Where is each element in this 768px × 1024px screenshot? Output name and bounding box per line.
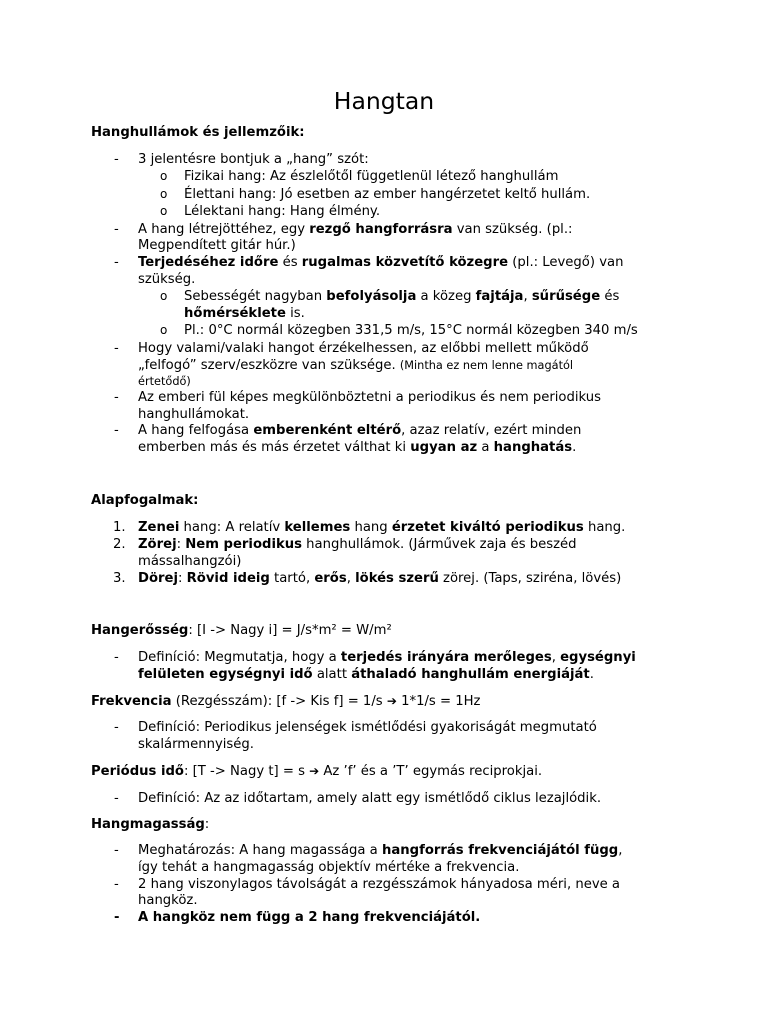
- bullet-text: 3 jelentésre bontjuk a „hang” szót:: [138, 152, 369, 167]
- definition-text: Definíció: Az az időtartam, amely alatt egy ismétlődő ciklus lezajlódik.: [138, 791, 602, 806]
- bullet-text: A hang felfogása emberenként eltérő, azaz relatív, ezért minden: [138, 423, 582, 438]
- definition-text-cont: skalármennyiség.: [138, 737, 254, 752]
- definition-text-bold: A hangköz nem függ a 2 hang frekvenciájától.: [138, 910, 481, 925]
- bullet-text: Terjedéséhez időre és rugalmas közvetítő közegre (pl.: Levegő) van: [138, 255, 624, 270]
- dash-marker: -: [114, 877, 119, 892]
- dash-marker: -: [114, 910, 120, 925]
- dash-marker: -: [114, 390, 119, 405]
- arrow-icon: ➔: [309, 764, 320, 778]
- arrow-icon: ➔: [386, 694, 397, 708]
- list-number: 2.: [113, 537, 126, 552]
- dash-marker: -: [114, 423, 119, 438]
- circle-marker: o: [160, 204, 168, 218]
- circle-marker: o: [160, 187, 168, 201]
- list-number: 3.: [113, 571, 126, 586]
- list-item-cont: mássalhangzói): [138, 554, 242, 569]
- dash-marker: -: [114, 341, 119, 356]
- section-heading-frekvencia: Frekvencia (Rezgésszám): [f -> Kis f] = 1/s ➔ 1*1/s = 1Hz: [91, 694, 481, 709]
- definition-text-cont: hangköz.: [138, 893, 198, 908]
- bullet-text: Az emberi fül képes megkülönböztetni a periodikus és nem periodikus: [138, 390, 601, 405]
- section-heading-hanghullamok: Hanghullámok és jellemzőik:: [91, 125, 305, 140]
- list-item: Zenei hang: A relatív kellemes hang érzetet kiváltó periodikus hang.: [138, 520, 626, 535]
- dash-marker: -: [114, 843, 119, 858]
- bullet-text-cont: emberben más és más érzetet válthat ki ugyan az a hanghatás.: [138, 440, 577, 455]
- sub-bullet-text: Élettani hang: Jó esetben az ember hangérzetet keltő hullám.: [184, 187, 591, 202]
- sub-bullet-text: Fizikai hang: Az észlelőtől függetlenül létező hanghullám: [184, 169, 559, 184]
- bullet-text-cont: „felfogó” szerv/eszközre van szüksége. (Mintha ez nem lenne magától: [138, 358, 574, 373]
- list-number: 1.: [113, 520, 126, 535]
- list-item: Zörej: Nem periodikus hanghullámok. (Járművek zaja és beszéd: [138, 537, 577, 552]
- bullet-text-cont: Megpendített gitár húr.): [138, 238, 296, 253]
- circle-marker: o: [160, 289, 168, 303]
- definition-text: Definíció: Megmutatja, hogy a terjedés irányára merőleges, egységnyi: [138, 650, 636, 665]
- list-item: Dörej: Rövid ideig tartó, erős, lökés szerű zörej. (Taps, sziréna, lövés): [138, 571, 622, 586]
- section-heading-alapfogalmak: Alapfogalmak:: [91, 493, 199, 508]
- definition-text: Definíció: Periodikus jelenségek ismétlődési gyakoriságát megmutató: [138, 720, 597, 735]
- bullet-text-cont: szükség.: [138, 272, 196, 287]
- dash-marker: -: [114, 791, 119, 806]
- bullet-text-cont: értetődő): [138, 375, 191, 388]
- bullet-text: Hogy valami/valaki hangot érzékelhessen, az előbbi mellett működő: [138, 341, 589, 356]
- circle-marker: o: [160, 169, 168, 183]
- bullet-text: A hang létrejöttéhez, egy rezgő hangforrásra van szükség. (pl.:: [138, 222, 573, 237]
- definition-text: Meghatározás: A hang magassága a hangforrás frekvenciájától függ,: [138, 843, 623, 858]
- section-heading-periodus-ido: Periódus idő: [T -> Nagy t] = s ➔ Az ’f’ és a ’T’ egymás reciprokjai.: [91, 764, 543, 779]
- sub-bullet-text: Pl.: 0°C normál közegben 331,5 m/s, 15°C normál közegben 340 m/s: [184, 323, 638, 338]
- definition-text: 2 hang viszonylagos távolságát a rezgésszámok hányadosa méri, neve a: [138, 877, 621, 892]
- section-heading-hangerosseg: Hangerősség: [I -> Nagy i] = J/s*m² = W/m²: [91, 623, 392, 638]
- definition-text-cont: felületen egységnyi idő alatt áthaladó hanghullám energiáját.: [138, 667, 594, 682]
- bullet-text-cont: hanghullámokat.: [138, 407, 250, 422]
- dash-marker: -: [114, 255, 119, 270]
- sub-bullet-text: Lélektani hang: Hang élmény.: [184, 204, 381, 219]
- sub-bullet-text: Sebességét nagyban befolyásolja a közeg fajtája, sűrűsége és: [184, 289, 620, 304]
- circle-marker: o: [160, 323, 168, 337]
- page-title: Hangtan: [333, 87, 435, 115]
- sub-bullet-text-cont: hőmérséklete is.: [184, 306, 305, 321]
- dash-marker: -: [114, 222, 119, 237]
- dash-marker: -: [114, 720, 119, 735]
- section-heading-hangmagassag: Hangmagasság:: [91, 817, 210, 832]
- dash-marker: -: [114, 152, 119, 167]
- dash-marker: -: [114, 650, 119, 665]
- definition-text-cont: így tehát a hangmagasság objektív mértéke a frekvencia.: [138, 860, 520, 875]
